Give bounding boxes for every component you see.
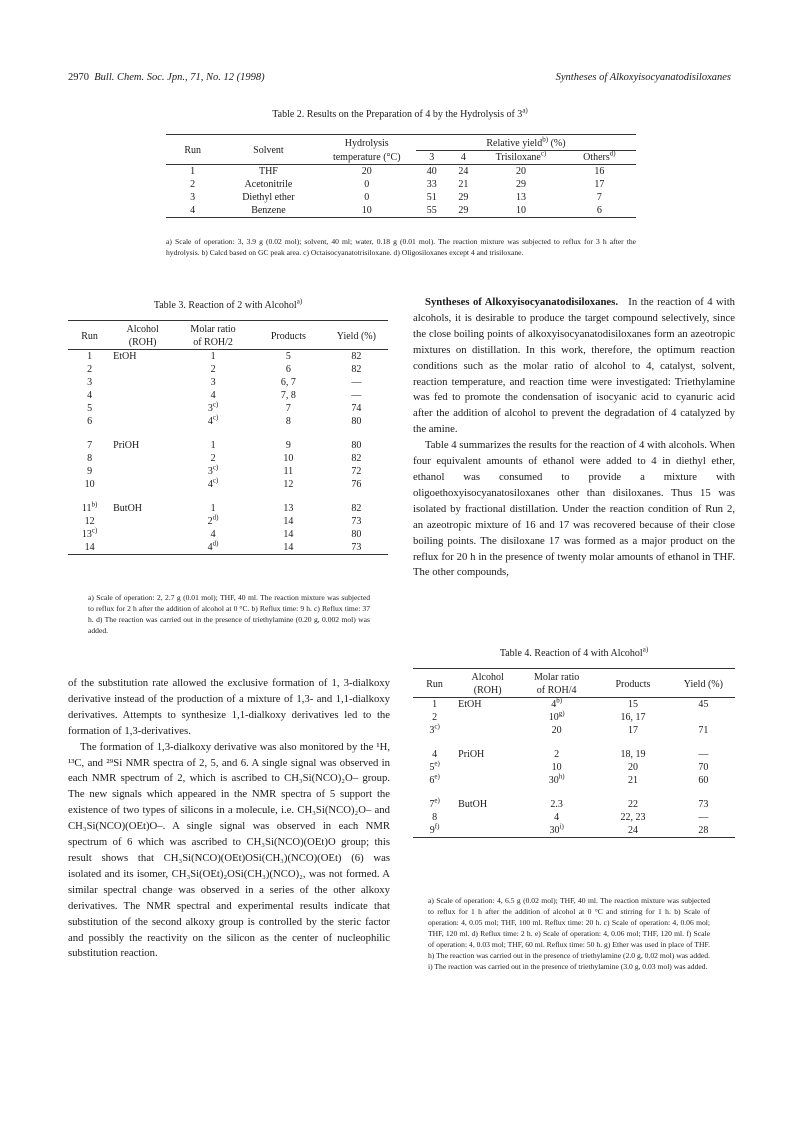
table-row: 8 2 10 82 (87, 453, 362, 464)
table2-col-others: Others$^{d)}$ (583, 149, 616, 163)
table3-col-yield: Yield (%) (336, 330, 376, 342)
table-row: 1 EtOH 4$^{b)}$ 15 45 (432, 696, 709, 710)
table-row: 10 4$^{c)}$ 12 76 (84, 476, 362, 490)
table2-col-trisiloxane: Trisiloxane$^{c)}$ (495, 149, 547, 163)
table3-footnote: a) Scale of operation: 2, 2.7 g (0.01 mol); THF, 40 ml. The reaction mixture was subjected to reflux for 2 h after the addition of alcohol at 0 °C. b) Reflux time: 9 h. c) Reflux time: 37 h. d) The reaction was carried out in the presence of triethylamine (0.20 g, 0.002 mol) was added. (88, 593, 370, 635)
page-header-left (68, 72, 265, 83)
table3: Run Alcohol Molar ratio Products Yield (%) (ROH) of ROH/2 1 EtOH 1 5 82 2 2 6 82 3 3 6, 7 — 4 4 7, 8 — 5 3$^{c)}$ 7 74 6 4$^{c)}$ 8 80 7 PriOH 1 9 80 8 2 10 82 9 3$^{c)}$ 11 72 10 4$^{c)}$ 12 76 11$^{b)}$ ButOH 1 13 82 12 2$^{d)}$ 14 73 13$^{c)}$ 4 14 80 14 4$^{d)}$ 14 73 (68, 320, 388, 555)
table2-col-4: 4 (460, 152, 466, 163)
table-row: 1 EtOH 1 5 82 (87, 351, 362, 362)
table-row: 2 Acetonitrile 0 33 21 29 17 (190, 179, 605, 190)
table2 (166, 134, 636, 218)
paragraph: In the reaction of 4 with alcohols, it is desirable to produce the target compound selectively, since the close boiling points of alkoxyisocyanatodisiloxanes form an azeotropic mixtures on distillation. In this work, therefore, the optimum reaction conditions such as the molar ratio of alcohol to 4, catalyst, solvent, reaction temperature, and reaction time were investigated: Triethylamine was fed to promote the condensation of isocyanic acid to cyanuric acid after the addition of alcohol to prevent the degradation of 4 catalyzed by the amine. (413, 296, 736, 436)
table3-col-products: Products (270, 330, 306, 342)
table-row: 1 THF 20 40 24 20 16 (190, 166, 605, 177)
table-row: 12 2$^{d)}$ 14 73 (84, 513, 362, 527)
table3-caption: Table 3. Reaction of 2 with Alcohol$^{a)}$ (153, 297, 303, 311)
table3-col-molar-ratio: Molar ratio (190, 324, 236, 335)
running-title: Syntheses of Alkoxyisocyanatodisiloxanes (555, 72, 731, 83)
table2-footnote: a) Scale of operation: 3, 3.9 g (0.02 mol); solvent, 40 ml; water, 0.18 g (0.01 mol). The reaction mixture was subjected to reflux for 3 h after the hydrolysis. b) Calcd based on GC peak area. c) Octaisocyanatotrisiloxane. d) Oligosiloxanes except 4 and trisiloxane. (166, 237, 636, 257)
table-row: 6 4$^{c)}$ 8 80 (87, 413, 362, 427)
table3-col-alcohol: Alcohol (126, 324, 159, 335)
table-row: 11$^{b)}$ ButOH 1 13 82 (81, 500, 362, 514)
table4-col-molar-ratio: Molar ratio (534, 672, 580, 683)
table-row: 4 4 7, 8 — (87, 390, 362, 401)
table-row: 13$^{c)}$ 4 14 80 (81, 526, 362, 540)
table4-col-run: Run (426, 678, 443, 690)
table-row: 4 PriOH 2 18, 19 — (432, 749, 709, 760)
table-row: 2 2 6 82 (87, 364, 362, 375)
table-row: 6$^{e)}$ 30$^{h)}$ 21 60 (429, 772, 709, 786)
table-row: 7$^{e)}$ ButOH 2.3 22 73 (429, 796, 709, 810)
table-row: 7 PriOH 1 9 80 (87, 440, 362, 451)
section-heading: Syntheses of Alkoxyisocyanatodisiloxanes. (425, 296, 619, 308)
table2-col-run: Run (184, 145, 201, 156)
table-row: 9$^{f)}$ 30$^{i)}$ 24 28 (413, 824, 735, 838)
table4-col-yield: Yield (%) (683, 678, 723, 690)
table-row: 3 Diethyl ether 0 51 29 13 7 (190, 192, 602, 203)
paragraph: Table 4 summarizes the results for the reaction of 4 with alcohols. When four equivalent amounts of ethanol were added to 4 in diethyl ether, ethanol was consumed to provide a mixture with oligoethoxyisocyanatosiloxanes other than disiloxanes. Thus 15 was isolated by fractional distillation. Under the reaction condition of Run 2, an azeotropic mixture of 16 and 17 was recovered because of their close boiling points. The disiloxane 17 was formed as a major product on the reflux for 20 h in the presence of twenty molar amounts of ethanol in THF. The other compounds, (413, 439, 735, 579)
table2-col-relative-yield: Relative yield$^{b)}$ (%) (416, 135, 636, 151)
right-column-text (413, 295, 735, 581)
table-row: 5 3$^{c)}$ 7 74 (87, 400, 362, 414)
journal-citation: Bull. Chem. Soc. Jpn., 71, No. 12 (1998) (94, 72, 265, 83)
table-row: 3 3 6, 7 — (87, 377, 362, 388)
table-row: 8 4 22, 23 — (432, 812, 709, 823)
table-row: 9 3$^{c)}$ 11 72 (87, 463, 362, 477)
paragraph: of the substitution rate allowed the exclusive formation of 1, 3-dialkoxy derivative instead of the production of a mixture of 1,3- and 1,1-dialkoxy derivatives. Attempts to synthesize 1,1-dialkoxy derivatives led to the formation of 1,3-derivatives. (68, 677, 390, 737)
table2-col-hydrolysis: Hydrolysis (344, 138, 389, 150)
paragraph: The formation of 1,3-dialkoxy derivative was also monitored by the ¹H, ¹³C, and ²⁹Si NMR spectra of 2, 5, and 6. A single signal was observed in each NMR spectrum of 2, which is ascribed to CH₃Si(NCO)₂O– group. The new signals which appeared in the NMR spectra of 5 support the existence of two types of silicons in a molecule, i.e. CH₃Si(NCO)₂O– and CH₃Si(NCO)(OEt)O–. A single signal was observed in each NMR spectrum of 6 which was ascribed to CH₃Si(NCO)(OEt)O group; this result shows that CH₃Si(NCO)(OEt)OSi(CH₃)(NCO)(OEt) (6) was isolated and its isomer, CH₃Si(OEt)₂OSi(CH₃)(NCO)₂, was not formed. A similar spectral change was observed in a series of the other alkoxy derivatives. The NMR spectral and experimental results indicate that substitution of the second alkoxy group is controlled by the steric factor and possibly the reactivity on the silicon as the center of nucleophilic substitution reaction. (68, 740, 390, 960)
left-column-text (68, 676, 390, 962)
page-number: 2970 (68, 72, 89, 83)
table4: Run Alcohol Molar ratio Products Yield (%) (ROH) of ROH/4 1 EtOH 4$^{b)}$ 15 45 2 10$^{g)}$ 16, 17 3$^{c)}$ 20 17 71 4 PriOH 2 18, 19 — 5$^{e)}$ 10 20 70 6$^{e)}$ 30$^{h)}$ 21 60 7$^{e)}$ ButOH 2.3 22 73 8 4 22, 23 — 9$^{f)}$ 30$^{i)}$ 24 28 (413, 668, 735, 838)
table2-col-3: 3 (429, 152, 435, 163)
table-row: 4 Benzene 10 55 29 10 6 (166, 204, 636, 218)
table4-caption: Table 4. Reaction of 4 with Alcohol$^{a)}$ (499, 645, 649, 659)
table3-col-run: Run (81, 330, 98, 342)
table-row: 14 4$^{d)}$ 14 73 (68, 541, 388, 555)
table2-col-temperature: temperature (°C) (332, 151, 401, 163)
table4-col-products: Products (615, 678, 651, 690)
table-row: 2 10$^{g)}$ 16, 17 (432, 709, 646, 723)
table2-col-solvent: Solvent (253, 145, 284, 156)
table-row: 5$^{e)}$ 10 20 70 (429, 759, 709, 773)
table4-col-alcohol: Alcohol (471, 672, 504, 683)
table2-caption: Table 2. Results on the Preparation of 4 by the Hydrolysis of 3$^{a)}$ (272, 106, 528, 120)
table-row: 3$^{c)}$ 20 17 71 (429, 722, 709, 736)
table4-footnote: a) Scale of operation: 4, 6.5 g (0.02 mol); THF, 40 ml. The reaction mixture was subjected to reflux for 1 h after the addition of alcohol at 0 °C and stirring for 1 h. b) Scale of operation: 4, 0.05 mol; THF, 100 ml. Reflux time: 20 h. c) Scale of operation: 4, 0.06 mol; THF, 120 ml. d) Reflux time: 2 h. e) Scale of operation: 4, 0.06 mol; THF, 120 ml. f) Scale of operation: 4, 0.03 mol; THF, 60 ml. Reflux time: 50 h. g) Ether was used in place of THF. h) The reaction was carried out in the presence of triethylamine (2.0 g, 0.02 mol) was added. i) The reaction was carried out in the presence of triethylamine (3.0 g, 0.03 mol) was added. (428, 896, 710, 971)
